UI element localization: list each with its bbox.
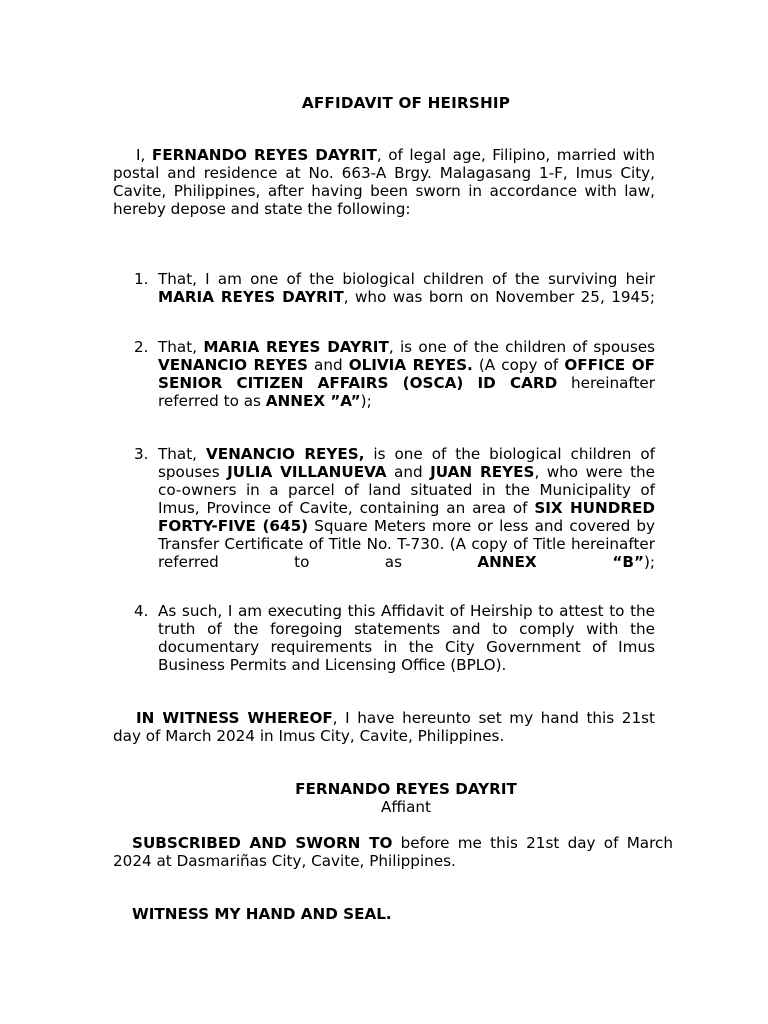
signature-block xyxy=(113,780,699,816)
intro-paragraph xyxy=(113,146,655,218)
item-text-part: and xyxy=(307,356,349,374)
item-text-part: hereinafter referred to as xyxy=(158,374,656,410)
witness-paragraph xyxy=(113,709,655,745)
item-bold-part: ANNEX ”A” xyxy=(265,392,361,410)
item-text-part: As such, I am executing this Affidavit of Heirship to attest to the truth of the foregoing statements and to comply with the documentary requirements in the City Government of Imus Business Permits and Licensing Office (BPLO). xyxy=(158,602,655,674)
item-bold-part: OFFICE OF SENIOR CITIZEN AFFAIRS (OSCA) ID CARD xyxy=(158,356,656,392)
sworn-heading: SUBSCRIBED AND SWORN TO xyxy=(132,834,393,852)
item-bold-part: JULIA VILLANUEVA xyxy=(227,463,387,481)
witness-text: , I have hereunto set my hand this 21st day of March 2024 in Imus City, Cavite, Philippines. xyxy=(113,709,655,745)
list-item xyxy=(113,338,655,410)
item-text xyxy=(158,338,655,410)
sworn-text: before me this 21st day of March 2024 at Dasmariñas City, Cavite, Philippines. xyxy=(113,834,673,870)
item-number: 3. xyxy=(134,445,149,463)
list-item xyxy=(113,445,655,571)
sworn-paragraph xyxy=(113,834,673,870)
item-text-part: , is one of the children of spouses xyxy=(388,338,655,356)
item-bold-part: JUAN REYES xyxy=(430,463,535,481)
item-text-part: ); xyxy=(643,553,656,571)
seal-line: WITNESS MY HAND AND SEAL. xyxy=(132,905,392,923)
intro-lead: I, xyxy=(136,146,152,164)
item-bold-part: MARIA REYES DAYRIT xyxy=(158,288,344,306)
item-text-part: ); xyxy=(360,392,372,410)
item-text-part: , who were the co-owners in a parcel of land situated in the Municipality of Imus, Province of Cavite, containing an area of xyxy=(158,463,656,517)
item-text-part: (A copy of xyxy=(472,356,565,374)
item-number: 4. xyxy=(134,602,149,620)
item-text xyxy=(158,602,655,674)
list-item xyxy=(113,602,655,674)
item-text-part: That, xyxy=(158,445,206,463)
item-bold-part: ANNEX “B” xyxy=(477,553,644,571)
item-text-part: Square Meters more or less and covered by Transfer Certificate of Title No. T-730. (A copy of Title hereinafter referred to as xyxy=(158,517,655,571)
item-text xyxy=(158,270,655,306)
item-text-part: That, I am one of the biological children of the surviving heir xyxy=(158,270,655,288)
item-text xyxy=(158,445,655,571)
item-text-part: is one of the biological children of spouses xyxy=(158,445,655,481)
item-text-part: , who was born on November 25, 1945; xyxy=(343,288,655,306)
witness-heading: IN WITNESS WHEREOF xyxy=(136,709,333,727)
item-text-part: and xyxy=(386,463,431,481)
item-bold-part: VENANCIO REYES, xyxy=(205,445,365,463)
item-number: 1. xyxy=(134,270,149,288)
item-text-part: That, xyxy=(158,338,204,356)
item-number: 2. xyxy=(134,338,149,356)
document-title: AFFIDAVIT OF HEIRSHIP xyxy=(301,94,511,112)
list-item xyxy=(113,270,655,306)
item-bold-part: VENANCIO REYES xyxy=(158,356,308,374)
item-bold-part: MARIA REYES DAYRIT xyxy=(203,338,389,356)
item-bold-part: SIX HUNDRED FORTY-FIVE (645) xyxy=(158,499,655,535)
affiant-name: FERNANDO REYES DAYRIT xyxy=(151,146,377,164)
item-bold-part: OLIVIA REYES. xyxy=(348,356,473,374)
intro-rest: , of legal age, Filipino, married with postal and residence at No. 663-A Brgy. Malagasang 1-F, Imus City, Cavite, Philippines, after having been sworn in accordance with law, hereby depose and state the following: xyxy=(113,146,655,218)
signatory-role: Affiant xyxy=(381,798,431,816)
signatory-name: FERNANDO REYES DAYRIT xyxy=(295,780,517,798)
